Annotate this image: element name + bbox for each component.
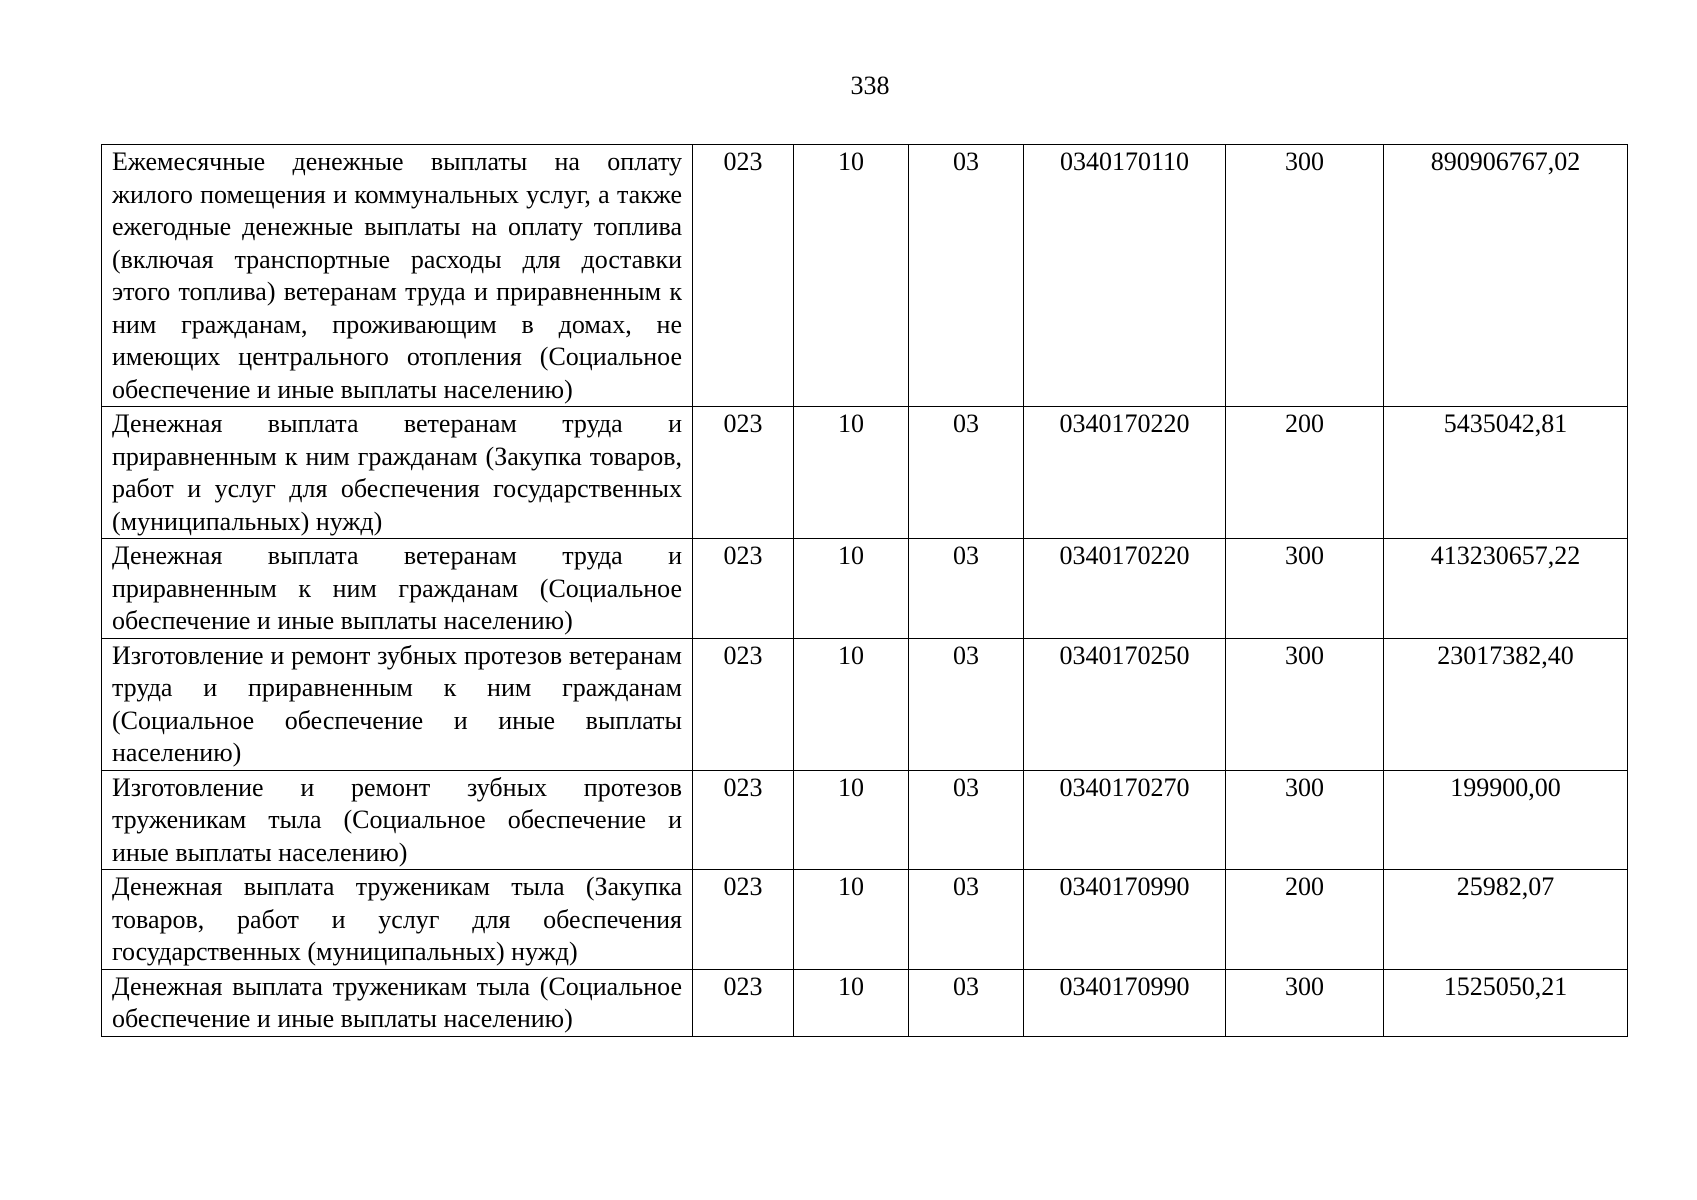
section-code: 10 (794, 770, 909, 870)
table-row (102, 638, 1628, 770)
amount: 199900,00 (1384, 770, 1628, 870)
expense-type-code: 300 (1226, 539, 1384, 639)
amount: 5435042,81 (1384, 407, 1628, 539)
subsection-code: 03 (909, 770, 1024, 870)
subsection-code: 03 (909, 870, 1024, 970)
expense-type-code: 300 (1226, 770, 1384, 870)
row-description: Денежная выплата труженикам тыла (Социальное обеспечение и иные выплаты населению) (102, 969, 693, 1036)
row-description: Денежная выплата труженикам тыла (Закупка товаров, работ и услуг для обеспечения государственных (муниципальных) нужд) (102, 870, 693, 970)
grbs-code: 023 (693, 539, 794, 639)
section-code: 10 (794, 145, 909, 407)
amount: 890906767,02 (1384, 145, 1628, 407)
expense-type-code: 300 (1226, 638, 1384, 770)
section-code: 10 (794, 407, 909, 539)
amount: 25982,07 (1384, 870, 1628, 970)
table-row (102, 969, 1628, 1036)
row-description: Денежная выплата ветеранам труда и приравненным к ним гражданам (Социальное обеспечение и иные выплаты населению) (102, 539, 693, 639)
target-article-code: 0340170990 (1024, 870, 1226, 970)
subsection-code: 03 (909, 638, 1024, 770)
subsection-code: 03 (909, 407, 1024, 539)
target-article-code: 0340170110 (1024, 145, 1226, 407)
target-article-code: 0340170220 (1024, 407, 1226, 539)
grbs-code: 023 (693, 969, 794, 1036)
section-code: 10 (794, 539, 909, 639)
row-description: Денежная выплата ветеранам труда и приравненным к ним гражданам (Закупка товаров, работ и услуг для обеспечения государственных (муниципальных) нужд) (102, 407, 693, 539)
grbs-code: 023 (693, 407, 794, 539)
table-row (102, 407, 1628, 539)
expense-type-code: 200 (1226, 870, 1384, 970)
row-description: Изготовление и ремонт зубных протезов ветеранам труда и приравненным к ним гражданам (Социальное обеспечение и иные выплаты населению) (102, 638, 693, 770)
grbs-code: 023 (693, 638, 794, 770)
budget-table (101, 144, 1628, 1037)
grbs-code: 023 (693, 870, 794, 970)
target-article-code: 0340170270 (1024, 770, 1226, 870)
section-code: 10 (794, 969, 909, 1036)
row-description: Ежемесячные денежные выплаты на оплату жилого помещения и коммунальных услуг, а также ежегодные денежные выплаты на оплату топлива (включая транспортные расходы для доставки этого топлива) ветеранам труда и приравненным к ним гражданам, проживающим в домах, не имеющих центрального отопления (Социальное обеспечение и иные выплаты населению) (102, 145, 693, 407)
subsection-code: 03 (909, 539, 1024, 639)
grbs-code: 023 (693, 770, 794, 870)
amount: 1525050,21 (1384, 969, 1628, 1036)
expense-type-code: 300 (1226, 969, 1384, 1036)
page-number: 338 (850, 71, 890, 100)
target-article-code: 0340170990 (1024, 969, 1226, 1036)
table-row (102, 870, 1628, 970)
target-article-code: 0340170250 (1024, 638, 1226, 770)
row-description: Изготовление и ремонт зубных протезов труженикам тыла (Социальное обеспечение и иные выплаты населению) (102, 770, 693, 870)
section-code: 10 (794, 638, 909, 770)
target-article-code: 0340170220 (1024, 539, 1226, 639)
subsection-code: 03 (909, 145, 1024, 407)
amount: 23017382,40 (1384, 638, 1628, 770)
expense-type-code: 300 (1226, 145, 1384, 407)
table-row (102, 770, 1628, 870)
grbs-code: 023 (693, 145, 794, 407)
section-code: 10 (794, 870, 909, 970)
table-row (102, 539, 1628, 639)
expense-type-code: 200 (1226, 407, 1384, 539)
table-row (102, 145, 1628, 407)
subsection-code: 03 (909, 969, 1024, 1036)
amount: 413230657,22 (1384, 539, 1628, 639)
